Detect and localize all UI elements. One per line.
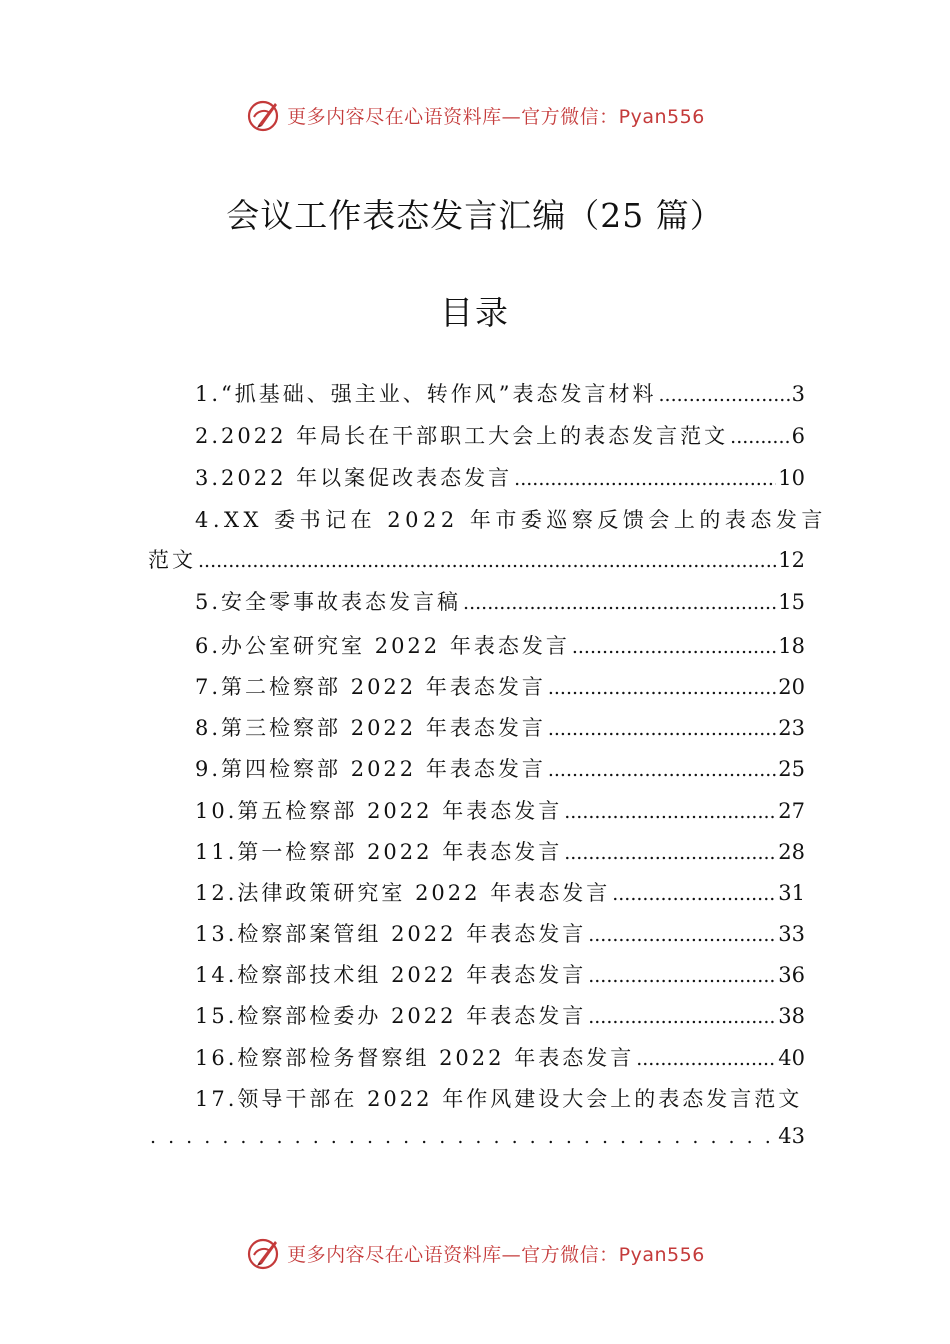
toc-leader <box>730 424 789 448</box>
toc-leader <box>659 382 790 406</box>
toc-leader <box>588 963 776 987</box>
footer-banner <box>0 1233 950 1273</box>
toc-entry-label: 3.2022 年以案促改表态发言 <box>195 466 513 490</box>
toc-entry-page: 20 <box>778 675 805 699</box>
toc-entry-page: 10 <box>778 466 805 490</box>
toc-entry-label: 1.“抓基础、强主业、转作风”表态发言材料 <box>195 382 657 406</box>
document-title: 会议工作表态发言汇编（25 篇） <box>226 196 724 235</box>
toc-entry-page: 31 <box>778 881 805 905</box>
toc-entry-label: 2.2022 年局长在干部职工大会上的表态发言范文 <box>195 424 729 448</box>
toc-entry-label: 13.检察部案管组 2022 年表态发言 <box>195 922 587 946</box>
toc-heading: 目录 <box>440 293 510 332</box>
toc-entry[interactable] <box>195 378 805 412</box>
toc-leader <box>463 590 776 614</box>
toc-entry-label: 6.办公室研究室 2022 年表态发言 <box>195 634 570 658</box>
toc-entry-page: 6 <box>791 424 805 448</box>
toc-leader <box>572 634 776 658</box>
toc-entry[interactable] <box>195 462 805 496</box>
toc-entry-label: 7.第二检察部 2022 年表态发言 <box>195 675 546 699</box>
toc-entry[interactable] <box>195 1042 805 1076</box>
toc-entry-page: 23 <box>778 716 805 740</box>
toc-entry[interactable] <box>195 586 805 620</box>
toc-entry[interactable] <box>195 1083 805 1117</box>
toc-entry-label: 17.领导干部在 2022 年作风建设大会上的表态发言范文 <box>195 1087 803 1111</box>
toc-entry-label: 10.第五检察部 2022 年表态发言 <box>195 799 563 823</box>
toc-leader <box>514 466 776 490</box>
toc-entry-page: 36 <box>778 963 805 987</box>
toc-entry-label: 12.法律政策研究室 2022 年表态发言 <box>195 881 611 905</box>
toc-entry-page: 33 <box>778 922 805 946</box>
header-wechat-id: Pyan556 <box>618 105 705 128</box>
toc-entry-label: 8.第三检察部 2022 年表态发言 <box>195 716 546 740</box>
toc-entry-label: 4.XX 委书记在 2022 年市委巡察反馈会上的表态发言 <box>195 508 827 532</box>
toc-leader <box>564 840 776 864</box>
toc-entry-page: 3 <box>791 382 805 406</box>
toc-entry-page: 28 <box>778 840 805 864</box>
toc-entry-label: 9.第四检察部 2022 年表态发言 <box>195 757 546 781</box>
toc-entry[interactable] <box>195 877 805 911</box>
toc-leader <box>564 799 776 823</box>
toc-leader <box>548 675 776 699</box>
toc-entry[interactable] <box>195 420 805 454</box>
toc-leader <box>588 922 776 946</box>
toc-entry-label: 15.检察部检委办 2022 年表态发言 <box>195 1004 587 1028</box>
toc-entry-page: 18 <box>778 634 805 658</box>
header-banner-text: 更多内容尽在心语资料库—官方微信：Pyan556 <box>287 105 705 128</box>
toc-entry-label: 14.检察部技术组 2022 年表态发言 <box>195 963 587 987</box>
toc-entry[interactable] <box>195 795 805 829</box>
toc-entry-continuation[interactable] <box>148 544 805 578</box>
toc-leader <box>548 716 776 740</box>
toc-entry-label: 16.检察部检务督察组 2022 年表态发言 <box>195 1046 635 1070</box>
toc-leader <box>588 1004 776 1028</box>
toc-entry[interactable] <box>195 753 805 787</box>
toc-entry-page: 12 <box>778 548 805 572</box>
pen-logo-icon <box>245 97 281 133</box>
toc-entry-label-continued: 范文 <box>148 548 196 572</box>
toc-entry-page: 27 <box>778 799 805 823</box>
toc-entry-page: 38 <box>778 1004 805 1028</box>
toc-entry[interactable] <box>195 1000 805 1034</box>
toc-leader <box>548 757 776 781</box>
toc-leader <box>636 1046 776 1070</box>
header-banner <box>0 95 950 135</box>
toc-entry-page: 15 <box>778 590 805 614</box>
toc-entry-page: 25 <box>778 757 805 781</box>
toc-entry[interactable] <box>195 671 805 705</box>
toc-entry-page: 40 <box>778 1046 805 1070</box>
footer-banner-text: 更多内容尽在心语资料库—官方微信：Pyan556 <box>287 1243 705 1266</box>
toc-entry-label: 5.安全零事故表态发言稿 <box>195 590 462 614</box>
toc-entry[interactable] <box>195 959 805 993</box>
pen-logo-icon <box>245 1235 281 1271</box>
toc-entry-label: 11.第一检察部 2022 年表态发言 <box>195 840 563 864</box>
toc-leader <box>198 548 776 572</box>
toc-entry[interactable] <box>195 712 805 746</box>
toc-entry-page: 43 <box>778 1124 805 1148</box>
footer-wechat-id: Pyan556 <box>618 1243 705 1266</box>
toc-entry[interactable] <box>195 504 827 538</box>
toc-leader <box>150 1124 776 1148</box>
toc-entry[interactable] <box>195 918 805 952</box>
toc-entry[interactable] <box>195 630 805 664</box>
toc-entry[interactable] <box>195 836 805 870</box>
toc-entry-continuation[interactable] <box>148 1124 805 1158</box>
toc-leader <box>612 881 776 905</box>
